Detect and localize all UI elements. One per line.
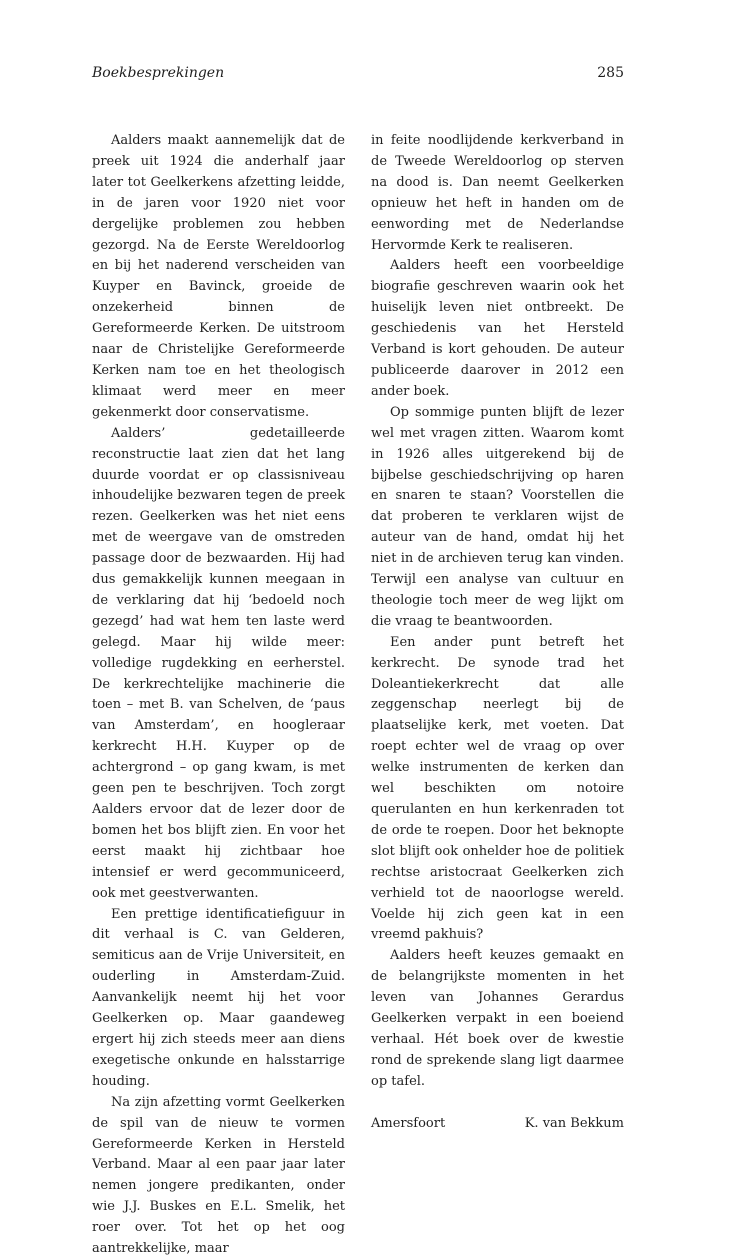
paragraph: Aalders heeft keuzes gemaakt en de belangrijkste momenten in het leven van Johannes Gerardus Geelkerken verpakt in een boeiend verhaal. Hét boek over de kwestie rond de sprekende slang ligt daarmee op tafel. (371, 948, 624, 1089)
section-title: Boekbesprekingen (92, 65, 225, 81)
signature-line (371, 1113, 624, 1134)
paragraph: Aalders heeft een voorbeeldige biografie geschreven waarin ook het huiselijk leven niet ontbreekt. De geschiedenis van het Hersteld Verband is kort gehouden. De auteur publiceerde daarover in 2012 een ander boek. (371, 258, 624, 399)
left-column (92, 131, 345, 1260)
paragraph: Een ander punt betreft het kerkrecht. De synode trad het Doleantiekerkrecht dat alle zeggenschap neerlegt bij de plaatselijke kerk, met voeten. Dat roept echter wel de vraag op over welke instrumenten de kerken dan wel beschikten om notoire querulanten en hun kerkenraden tot de orde te roepen. Door het beknopte slot blijft ook onhelder hoe de politiek rechtse aristocraat Geelkerken zich verhield tot de naoorlogse wereld. Voelde hij zich geen kat in een vreemd pakhuis? (371, 634, 624, 943)
running-header (92, 63, 624, 83)
signature-author: K. van Bekkum (524, 1115, 624, 1131)
page-number: 285 (597, 65, 624, 81)
paragraph: Aalders’ gedetailleerde reconstructie laat zien dat het lang duurde voordat er op classisniveau inhoudelijke bezwaren tegen de preek rezen. Geelkerken was het niet eens met de weergave van de omstreden passage door de bezwaarden. Hij had dus gemakkelijk kunnen meegaan in de verklaring dat hij ‘bedoeld noch gezegd’ had wat hem ten laste werd gelegd. Maar hij wilde meer: volledige rugdekking en eerherstel. De kerkrechtelijke machinerie die toen – met B. van Schelven, de ‘paus van Amsterdam’, en hoogleraar kerkrecht H.H. Kuyper op de achtergrond – op gang kwam, is met geen pen te beschrijven. Toch zorgt Aalders ervoor dat de lezer door de bomen het bos blijft zien. En voor het eerst maakt hij zichtbaar hoe intensief er werd gecommuniceerd, ook met geestverwanten. (92, 425, 345, 901)
paragraph: Na zijn afzetting vormt Geelkerken de spil van de nieuw te vormen Gereformeerde Kerken in Hersteld Verband. Maar al een paar jaar later nemen jongere predikanten, onder wie J.J. Buskes en E.L. Smelik, het roer over. Tot het op het oog aantrekkelijke, maar (92, 1094, 345, 1257)
paragraph: Een prettige identificatiefiguur in dit verhaal is C. van Gelderen, semiticus aan de Vrije Universiteit, en ouderling in Amsterdam-Zuid. Aanvankelijk neemt hij het voor Geelkerken op. Maar gaandeweg ergert hij zich steeds meer aan diens exegetische onkunde en halsstarrige houding. (92, 906, 345, 1089)
signature-place: Amersfoort (371, 1115, 446, 1131)
paragraph-continuation: in feite noodlijdende kerkverband in de Tweede Wereldoorlog op sterven na dood is. Dan neemt Geelkerken opnieuw het heft in handen om de eenwording met de Nederlandse Hervormde Kerk te realiseren. (371, 133, 624, 253)
right-column (371, 131, 624, 1134)
paragraph: Op sommige punten blijft de lezer wel met vragen zitten. Waarom komt in 1926 alles uitgerekend bij de bijbelse geschiedschrijving op haren en snaren te staan? Voorstellen die dat proberen te verklaren wijst de auteur van de hand, omdat hij het niet in de archieven terug kan vinden. Terwijl een analyse van cultuur en theologie toch meer de weg lijkt om die vraag te beantwoorden. (371, 404, 624, 629)
paragraph: Aalders maakt aannemelijk dat de preek uit 1924 die anderhalf jaar later tot Geelkerkens afzetting leidde, in de jaren voor 1920 niet voor dergelijke problemen zou hebben gezorgd. Na de Eerste Wereldoorlog en bij het naderend verscheiden van Kuyper en Bavinck, groeide de onzekerheid binnen de Gereformeerde Kerken. De uitstroom naar de Christelijke Gereformeerde Kerken nam toe en het theologisch klimaat werd meer en meer gekenmerkt door conservatisme. (92, 133, 345, 420)
